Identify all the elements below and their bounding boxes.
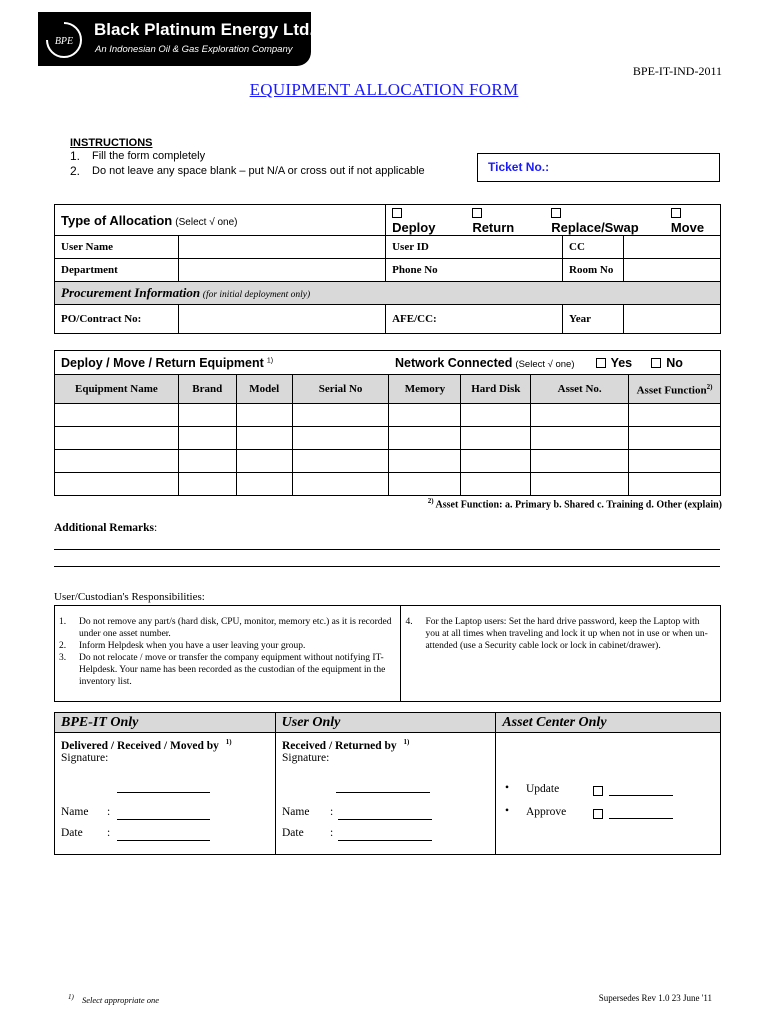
signature-label: Signature: (61, 752, 109, 764)
company-tagline: An Indonesian Oil & Gas Exploration Company (95, 44, 293, 55)
table-cell[interactable] (629, 450, 721, 473)
table-cell[interactable] (531, 404, 629, 427)
list-item: 2. Inform Helpdesk when you have a user leaving your group. (59, 641, 306, 651)
instruction-number: 2. (70, 164, 81, 178)
table-cell[interactable] (236, 427, 292, 450)
list-item: 1. Do not remove any part/s (hard disk, CPU, monitor, memory etc.) as it is recorded under one asset number. (59, 617, 392, 639)
table-cell[interactable] (461, 473, 531, 496)
option-yes[interactable]: Yes (596, 356, 633, 370)
bullet-icon: • (505, 805, 510, 817)
user-name-sign-input[interactable] (338, 819, 432, 820)
date-label: Date (282, 827, 304, 839)
user-id-label: User ID (386, 236, 563, 259)
name-colon: : (107, 806, 111, 818)
network-connected-cell (389, 351, 721, 375)
table-cell[interactable] (292, 427, 389, 450)
col-model: Model (236, 375, 292, 404)
table-cell[interactable] (55, 473, 179, 496)
checkbox[interactable] (596, 358, 606, 368)
svg-text:BPE: BPE (54, 36, 74, 47)
table-cell[interactable] (178, 473, 236, 496)
year-label: Year (563, 305, 624, 334)
table-cell[interactable] (55, 450, 179, 473)
allocation-type-label: Type of Allocation (61, 212, 173, 228)
company-name: Black Platinum Energy Ltd. (94, 20, 315, 39)
bullet-icon: • (505, 782, 510, 794)
allocation-options-cell (386, 205, 721, 236)
equipment-title-sup: 1) (266, 356, 274, 364)
date-colon: : (330, 827, 334, 839)
user-date-input[interactable] (338, 840, 432, 841)
table-cell[interactable] (461, 427, 531, 450)
checkbox[interactable] (551, 208, 561, 218)
table-cell[interactable] (389, 450, 461, 473)
option-return[interactable]: Return (472, 205, 523, 235)
form-title: EQUIPMENT ALLOCATION FORM (249, 80, 519, 99)
table-cell[interactable] (461, 404, 531, 427)
table-cell[interactable] (292, 450, 389, 473)
equipment-title: Deploy / Move / Return Equipment (61, 355, 264, 370)
afe-cc-label: AFE/CC: (386, 305, 563, 334)
instructions-heading: INSTRUCTIONS (70, 137, 153, 149)
additional-remarks-label: Additional Remarks: (54, 522, 158, 534)
po-contract-label: PO/Contract No: (55, 305, 179, 334)
allocation-type-label-cell (55, 205, 386, 236)
checkbox[interactable] (651, 358, 661, 368)
update-checkbox[interactable] (593, 786, 603, 796)
table-cell[interactable] (531, 427, 629, 450)
option-deploy[interactable]: Deploy (392, 205, 444, 235)
list-item: 4. For the Laptop users: Set the hard drive password, keep the Laptop with you at all times when traveling and lock it up when not in use or when un-attended (use a Security cable lock or lock in cabinet/drawer). (405, 617, 708, 651)
cc-label: CC (563, 236, 624, 259)
equipment-table (54, 350, 721, 496)
procurement-title: Procurement Information (61, 285, 201, 300)
date-label: Date (61, 827, 83, 839)
update-label: Update (526, 783, 560, 795)
remarks-line[interactable] (54, 549, 720, 550)
signature-label: Signature: (282, 752, 330, 764)
department-label: Department (55, 259, 179, 282)
checkbox[interactable] (392, 208, 402, 218)
option-no[interactable]: No (651, 356, 683, 370)
option-replace-swap[interactable]: Replace/Swap (551, 205, 643, 235)
table-cell[interactable] (236, 404, 292, 427)
responsibilities-right (401, 606, 721, 702)
phone-no-label: Phone No (386, 259, 563, 282)
update-line[interactable] (609, 795, 673, 796)
ticket-number-field[interactable] (477, 153, 720, 182)
network-connected-label: Network Connected (394, 355, 513, 370)
table-cell[interactable] (629, 473, 721, 496)
instruction-text: Fill the form completely (92, 150, 206, 162)
table-cell[interactable] (178, 450, 236, 473)
user-name-input[interactable] (178, 236, 385, 259)
table-cell[interactable] (55, 427, 179, 450)
table-cell[interactable] (236, 450, 292, 473)
footer-footnote: $^{1)}$ Select appropriate one (68, 993, 160, 1005)
table-cell[interactable] (629, 427, 721, 450)
table-row (55, 427, 721, 450)
instruction-number: 1. (70, 149, 81, 163)
bpe-signature-line[interactable] (117, 792, 210, 793)
instruction-text: Do not leave any space blank – put N/A or cross out if not applicable (92, 165, 425, 177)
name-label: Name (282, 806, 310, 818)
table-cell[interactable] (461, 450, 531, 473)
name-colon: : (330, 806, 334, 818)
col-brand: Brand (178, 375, 236, 404)
company-logo (38, 12, 315, 66)
list-item: 3. Do not relocate / move or transfer the company equipment without notifying IT-Helpdesk. Your name has been recorded as the custodian of the equipment in the inventory list. (59, 653, 386, 687)
cc-input[interactable] (624, 236, 721, 259)
room-no-input[interactable] (624, 259, 721, 282)
room-no-label: Room No (563, 259, 624, 282)
form-title-wrap (0, 80, 768, 100)
table-row (55, 404, 721, 427)
user-signature-line[interactable] (336, 792, 430, 793)
approve-checkbox[interactable] (593, 809, 603, 819)
bpe-it-only-header: BPE-IT Only (55, 713, 276, 733)
table-cell[interactable] (178, 404, 236, 427)
ticket-number-label: Ticket No.: (488, 160, 550, 174)
option-move[interactable]: Move (671, 205, 714, 235)
asset-center-only-header: Asset Center Only (496, 713, 721, 733)
table-cell[interactable] (389, 427, 461, 450)
responsibilities-label: User/Custodian's Responsibilities: (54, 591, 205, 603)
equipment-title-cell (55, 351, 389, 375)
remarks-line[interactable] (54, 566, 720, 567)
user-name-label: User Name (55, 236, 179, 259)
approve-line[interactable] (609, 818, 673, 819)
col-hard-disk: Hard Disk (461, 375, 531, 404)
checkbox[interactable] (472, 208, 482, 218)
table-row (55, 473, 721, 496)
received-by-title: Received / Returned by $^{1)}$ (282, 738, 410, 752)
document-number: BPE-IT-IND-2011 (632, 64, 722, 78)
footer-revision: Supersedes Rev 1.0 23 June '11 (598, 993, 712, 1003)
table-cell[interactable] (292, 473, 389, 496)
table-cell[interactable] (531, 450, 629, 473)
signatures-table (54, 712, 721, 855)
po-contract-input[interactable] (178, 305, 385, 334)
approve-label: Approve (526, 806, 567, 818)
col-asset-no: Asset No. (531, 375, 629, 404)
network-connected-hint: (Select √ one) (515, 358, 575, 370)
procurement-header (55, 282, 721, 305)
allocation-table (54, 204, 721, 334)
delivered-by-title: Delivered / Received / Moved by $^{1)}$ (61, 738, 232, 752)
table-cell[interactable] (236, 473, 292, 496)
table-cell[interactable] (178, 427, 236, 450)
col-memory: Memory (389, 375, 461, 404)
allocation-options (392, 205, 714, 235)
procurement-note: (for initial deployment only) (202, 290, 311, 300)
table-cell[interactable] (292, 404, 389, 427)
instructions (70, 137, 425, 179)
user-only-header: User Only (275, 713, 496, 733)
table-cell[interactable] (389, 473, 461, 496)
table-cell[interactable] (55, 404, 179, 427)
date-colon: : (107, 827, 111, 839)
table-cell[interactable] (389, 404, 461, 427)
asset-function-footnote: $^{2)}$ Asset Function: a. Primary b. Shared c. Training d. Other (explain) (427, 497, 722, 511)
responsibilities-left (55, 606, 401, 702)
bpe-date-input[interactable] (117, 840, 210, 841)
col-serial-no: Serial No (292, 375, 389, 404)
bpe-emblem-icon (44, 20, 84, 60)
instruction-item (70, 164, 425, 179)
allocation-type-hint: (Select √ one) (175, 216, 238, 228)
year-input[interactable] (624, 305, 721, 334)
col-equipment-name: Equipment Name (55, 375, 179, 404)
table-row (55, 450, 721, 473)
department-input[interactable] (178, 259, 385, 282)
bpe-name-input[interactable] (117, 819, 210, 820)
col-asset-function: Asset Function$^{2)}$ (629, 375, 721, 404)
table-cell[interactable] (629, 404, 721, 427)
checkbox[interactable] (671, 208, 681, 218)
table-cell[interactable] (531, 473, 629, 496)
name-label: Name (61, 806, 89, 818)
responsibilities-table (54, 605, 721, 702)
instruction-item (70, 149, 425, 164)
